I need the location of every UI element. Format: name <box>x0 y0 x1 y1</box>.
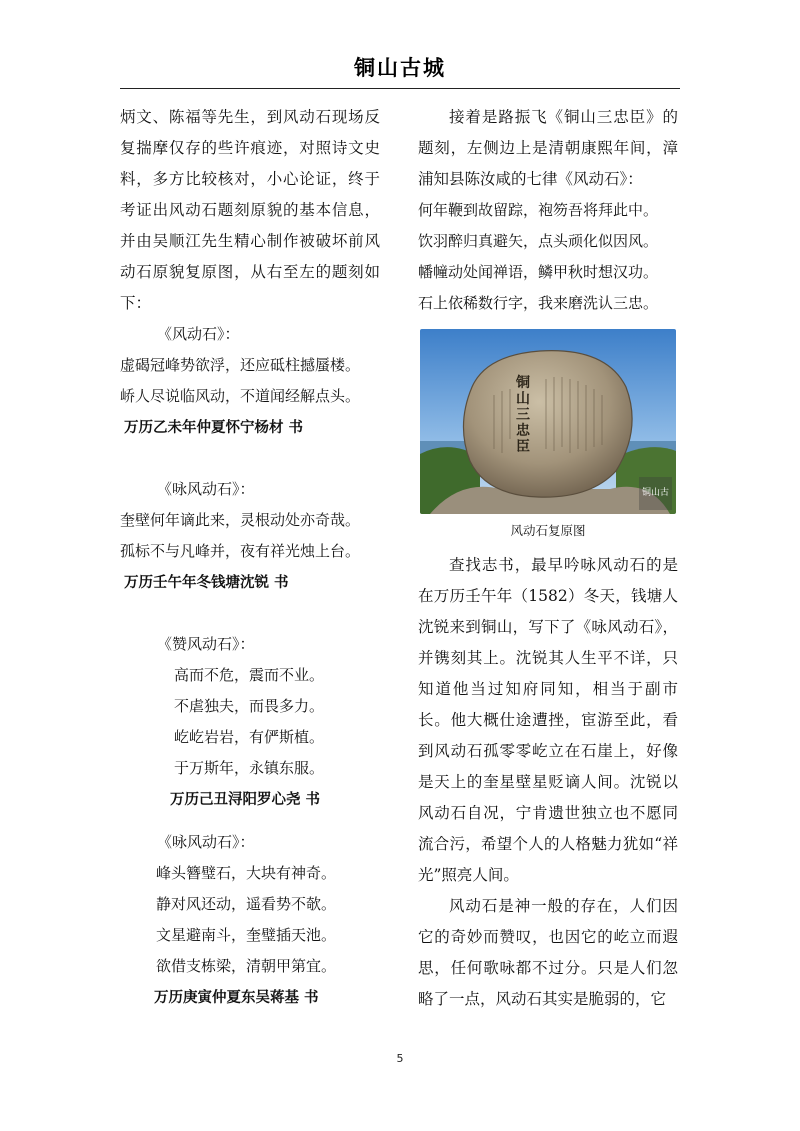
body-paragraph: 风动石是神一般的存在，人们因它的奇妙而赞叹，也因它的屹立而遐思，任何歌咏都不过分。只是人们忽略了一点，风动石其实是脆弱的，它 <box>418 897 678 1008</box>
header-divider <box>120 88 680 89</box>
running-header-title: 铜山古城 <box>354 56 446 80</box>
poem-title: 《赞风动石》： <box>157 635 255 653</box>
poem-line: 高而不危，震而不业。 <box>174 666 325 684</box>
poem-line: 峰头簪璧石，大块有神奇。 <box>156 864 337 882</box>
spacer <box>120 598 380 629</box>
poem-line: 奎壁何年谪此来，灵根动处亦奇哉。 <box>120 511 361 529</box>
poem-title: 《风动石》： <box>157 325 240 343</box>
body-paragraph: 查找志书，最早吟咏风动石的是在万历壬午年（1582）冬天，钱塘人沈锐来到铜山，写下了《咏风动石》，并镌刻其上。沈锐其人生平不详，只知道他当过知府同知，相当于副市长。他大概仕途遭挫，宦游至此，看到风动石孤零零屹立在石崖上，好像是天上的奎星壁星贬谪人间。沈锐以风动石自况，宁肯遗世独立也不愿同流合污，希望个人的人格魅力犹如“祥光”照亮人间。 <box>418 556 678 884</box>
intro-paragraph: 炳文、陈福等先生，到风动石现场反复揣摩仅存的些许痕迹，对照诗文史料，多方比较核对，小心论证，终于考证出风动石题刻原貌的基本信息，并由吴顺江先生精心制作被破坏前风动石原貌复原图，从右至左的题刻如下： <box>120 108 380 312</box>
poem-line: 石上依稀数行字，我来磨洗认三忠。 <box>418 294 659 312</box>
figure-caption: 风动石复原图 <box>510 523 586 538</box>
poem-line: 欲借支栋梁，清朝甲第宜。 <box>156 957 337 975</box>
wind-moving-stone-photo <box>420 329 676 514</box>
photo-watermark: 铜山古 <box>639 477 672 510</box>
intro-paragraph: 接着是路振飞《铜山三忠臣》的题刻，左侧边上是清朝康熙年间，漳浦知县陈汝咸的七律《风动石》： <box>418 108 678 188</box>
spacer <box>120 815 380 827</box>
poem-line: 屹屹岩岩，有俨斯植。 <box>174 728 325 746</box>
poem-signature: 万历壬午年冬钱塘沈锐 书 <box>124 574 289 591</box>
right-column <box>418 102 678 1015</box>
poem-line: 峤人尽说临风动，不道闻经解点头。 <box>120 387 361 405</box>
stone-illustration <box>420 329 676 514</box>
poem-signature: 万历庚寅仲夏东吴蒋基 书 <box>154 989 319 1006</box>
stone-inscription-text: 铜山三忠臣 <box>516 375 530 455</box>
stone-boulder <box>463 351 632 497</box>
poem-signature: 万历己丑浔阳罗心尧 书 <box>170 791 321 808</box>
poem-line: 饮羽醉归真避矢，点头顽化似因风。 <box>418 232 659 250</box>
left-column <box>120 102 380 1013</box>
poem-line: 文星避南斗，奎璧插天池。 <box>156 926 337 944</box>
poem-title: 《咏风动石》： <box>157 480 255 498</box>
poem-line: 何年鞭到故留踪，袍笏吾将拜此中。 <box>418 201 659 219</box>
poem-line: 虚碣冠峰势欲浮，还应砥柱撼蜃楼。 <box>120 356 361 374</box>
poem-line: 幡幢动处闻禅语，鳞甲秋时想汉功。 <box>418 263 659 281</box>
poem-line: 不虐独夫，而畏多力。 <box>174 697 325 715</box>
poem-line: 于万斯年，永镇东服。 <box>174 759 325 777</box>
poem-title: 《咏风动石》： <box>157 833 255 851</box>
spacer <box>120 443 380 474</box>
poem-line: 静对风还动，遥看势不欹。 <box>156 895 337 913</box>
poem-line: 孤标不与凡峰并，夜有祥光烛上台。 <box>120 542 361 560</box>
poem-signature: 万历乙未年仲夏怀宁杨材 书 <box>124 419 304 436</box>
page-number: 5 <box>396 1052 404 1065</box>
